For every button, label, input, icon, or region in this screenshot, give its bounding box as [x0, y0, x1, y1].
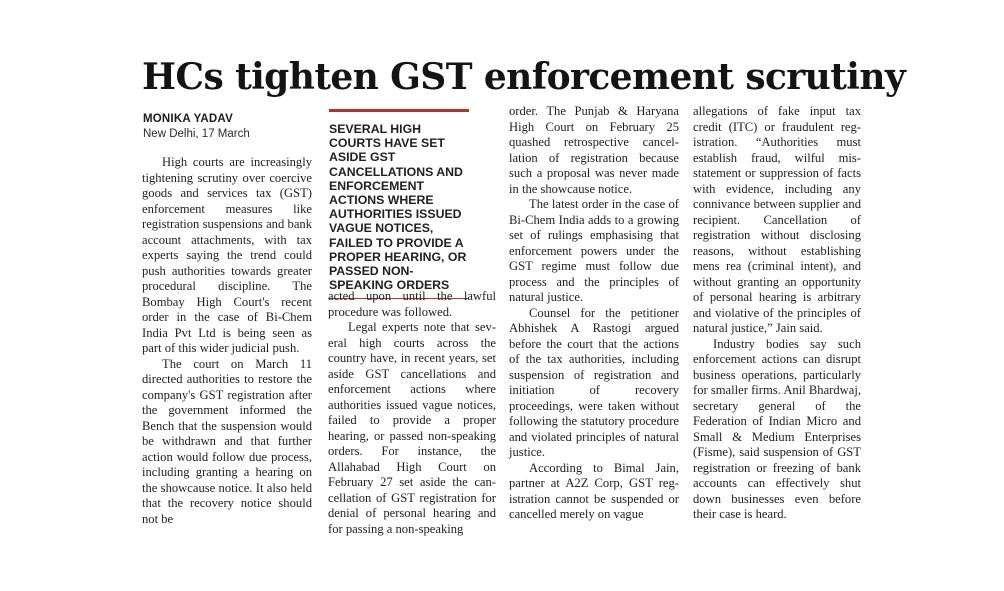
pull-quote-text: SEVERAL HIGH COURTS HAVE SET ASIDE GST CANCELLATIONS AND ENFORCEMENT ACTIONS WHERE AUTHORITIES ISSUED VAGUE NOTICES, FAILED TO PROVIDE A PROPER HEARING, OR PASSED NON-SPEAKING ORDERS — [329, 122, 467, 293]
paragraph: The court on March 11 directed authorities to restore the company's GST registration after the government informed the Bench that the suspension would be withdrawn and that further action would follow due process, including granting a hearing on the showcause notice. It also held that the recovery notice should not be — [142, 356, 312, 526]
author-name: MONIKA YADAV — [143, 113, 233, 125]
pull-quote — [329, 109, 469, 299]
paragraph: According to Bimal Jain, partner at A2Z Corp, GST registration cannot be suspended or cancelled merely on vague — [509, 460, 679, 521]
paragraph: Legal experts note that several high courts across the country have, in recent years, set aside GST cancellations and enforcement actions where authorities issued vague notices, failed to provide a proper hearing, or passed non-speaking orders. For instance, the Allahabad High Court on February 27 set aside the cancellation of GST registration for denial of personal hearing and for passing a non-speaking — [328, 320, 496, 536]
byline — [143, 112, 323, 142]
article-column-4 — [693, 104, 861, 523]
headline: HCs tighten GST enforcement scrutiny — [142, 56, 906, 98]
paragraph: High courts are increasingly tightening scrutiny over coercive goods and services tax (GST) enforcement measures like registration suspensions and bank account attachments, with tax experts saying the trend could push authorities towards greater procedural discipline. The Bombay High Court's recent order in the case of Bi-Chem India Pvt Ltd is being seen as part of this wider judicial push. — [142, 155, 312, 355]
paragraph: The latest order in the case of Bi-Chem India adds to a growing set of rulings emphasising that enforcement powers under the GST regime must follow due process and the principles of natural justice. — [509, 197, 679, 304]
dateline: New Delhi, 17 March — [143, 128, 250, 140]
paragraph: acted upon until the lawful procedure was followed. — [328, 289, 496, 319]
paragraph: Industry bodies say such enforcement actions can disrupt business operations, particularly for smaller firms. Anil Bhardwaj, secretary general of the Federation of Indian Micro and Small & Medium Enterprises (Fisme), said suspension of GST registration or freezing of bank accounts can effectively shut down businesses even before their case is heard. — [693, 336, 861, 521]
article-column-2 — [328, 289, 496, 537]
paragraph: order. The Punjab & Haryana High Court on February 25 quashed retrospective cancellation of registration because such a proposal was never made in the showcause notice. — [509, 104, 679, 196]
paragraph: Counsel for the petitioner Abhishek A Rastogi argued before the court that the actions of the tax authorities, including suspension of registration and initiation of recovery proceedings, were taken without following the statutory procedure and violated principles of natural justice. — [509, 305, 679, 459]
article-column-1 — [142, 155, 312, 527]
paragraph: allegations of fake input tax credit (ITC) or fraudulent registration. “Authorities must establish fraud, wilful misstatement or suppression of facts with evidence, including any connivance between supplier and recipient. Cancellation of registration without disclosing reasons, without establishing mens rea (criminal intent), and without granting an opportunity of personal hearing is arbitrary and violative of the principles of natural justice,” Jain said. — [693, 104, 861, 335]
article-column-3 — [509, 104, 679, 523]
